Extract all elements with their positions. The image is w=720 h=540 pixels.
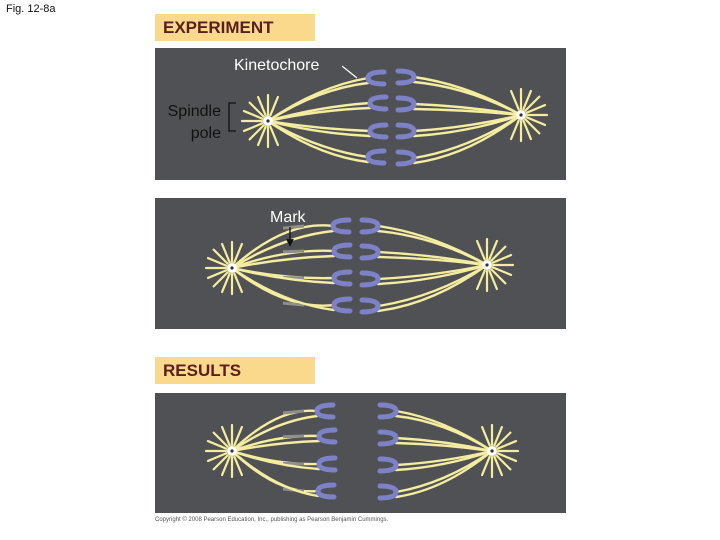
spindle-pole-bracket — [229, 103, 236, 131]
kinetochore — [380, 432, 396, 444]
kinetochore — [368, 151, 384, 163]
kinetochore — [380, 486, 396, 498]
kinetochore-fiber-right — [396, 451, 492, 492]
kinetochore — [398, 98, 414, 110]
kinetochore — [319, 430, 335, 442]
copyright-text: Copyright © 2008 Pearson Education, Inc., publishing as Pearson Benjamin Cummings. — [155, 517, 389, 523]
kinetochore-fiber-right — [378, 265, 487, 306]
marked-fiber-segment — [283, 436, 304, 437]
pole-left-3-centriole-core — [230, 449, 233, 452]
mark-label: Mark — [270, 209, 306, 226]
kinetochore — [362, 300, 378, 312]
pole-left-1-ray — [270, 97, 278, 115]
kinetochore — [333, 220, 349, 232]
kinetochore — [319, 458, 335, 470]
kinetochore — [398, 71, 414, 83]
pole-right-2-ray — [477, 271, 485, 289]
kinetochore — [362, 273, 378, 285]
spindle-drawing — [206, 71, 547, 498]
experiment-header: EXPERIMENT — [155, 14, 315, 41]
pole-left-2-ray — [234, 274, 242, 292]
kinetochore-fiber-left — [232, 451, 318, 496]
marked-fiber-segment — [283, 463, 304, 464]
marked-fiber-segment — [283, 411, 304, 413]
pole-label: pole — [190, 125, 221, 142]
spindle-label: Spindle — [167, 103, 221, 120]
pole-right-2-ray — [477, 241, 485, 259]
kinetochore-pointer — [342, 66, 357, 78]
pole-left-1-ray — [270, 127, 278, 145]
kinetochore — [380, 405, 396, 417]
kinetochore-fiber-left — [232, 268, 334, 306]
kinetochore — [398, 125, 414, 137]
pole-right-1-ray — [511, 121, 519, 139]
pole-right-1-ray — [511, 91, 519, 109]
marked-fiber-segment — [283, 226, 304, 228]
pole-left-1-centriole-core — [266, 119, 269, 122]
kinetochore-fiber-left — [268, 83, 368, 121]
kinetochore — [368, 72, 384, 84]
figure-label: Fig. 12-8a — [6, 3, 56, 15]
results-header: RESULTS — [155, 357, 315, 384]
pole-left-2-centriole-core — [230, 266, 233, 269]
kinetochore — [380, 459, 396, 471]
kinetochore — [370, 97, 386, 109]
pole-right-3-centriole-core — [490, 449, 493, 452]
kinetochore — [398, 152, 414, 164]
kinetochore — [334, 299, 350, 311]
kinetochore-fiber-right — [414, 115, 521, 158]
kinetochore — [317, 405, 333, 417]
kinetochore — [334, 272, 350, 284]
pole-right-1-centriole-core — [519, 113, 522, 116]
marked-fiber-segment — [283, 251, 304, 252]
pole-right-2-centriole-core — [485, 263, 488, 266]
kinetochore — [334, 245, 350, 257]
kinetochore — [370, 125, 386, 137]
kinetochore — [362, 246, 378, 258]
kinetochore-label: Kinetochore — [234, 57, 320, 74]
kinetochore-fiber-left — [232, 225, 333, 268]
pole-right-3-ray — [482, 427, 490, 445]
kinetochore — [362, 220, 378, 232]
kinetochore — [318, 485, 334, 497]
kinetochore-fiber-left — [232, 451, 318, 491]
